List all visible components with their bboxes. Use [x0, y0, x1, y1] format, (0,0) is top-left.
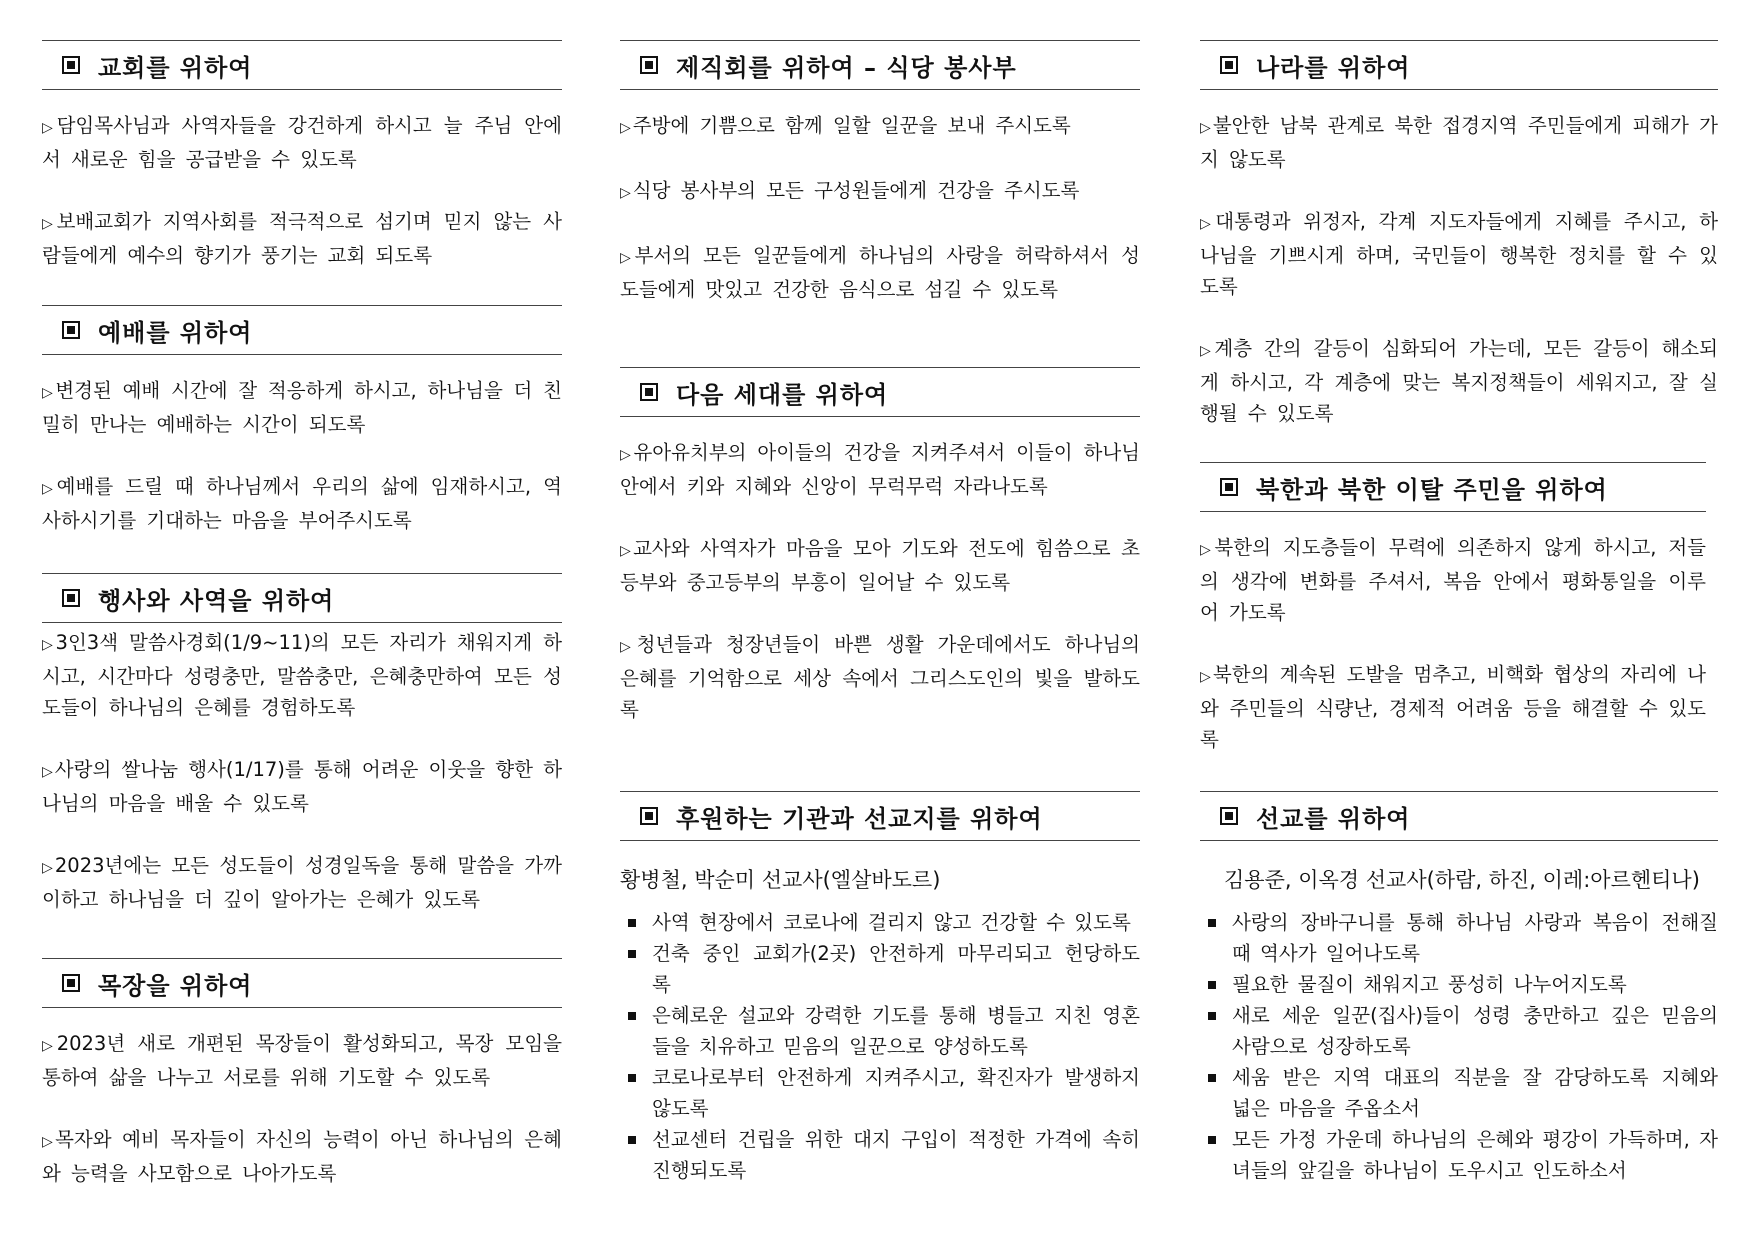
prayer-item-text: 교사와 사역자가 마음을 모아 기도와 전도에 힘씀으로 초등부와 중고등부의 부흥이 일어날 수 있도록 — [620, 537, 1140, 594]
prayer-item — [42, 1124, 562, 1189]
section-title: 행사와 사역을 위하여 — [98, 586, 335, 615]
prayer-item — [1200, 659, 1706, 755]
prayer-item-text: 목자와 예비 목자들이 자신의 능력이 아닌 하나님의 은혜와 능력을 사모함으로 나아가도록 — [42, 1128, 562, 1185]
prayer-item — [620, 240, 1140, 305]
triangle-bullet-icon: ▷ — [620, 447, 632, 463]
section-mission — [1200, 791, 1718, 1186]
triangle-bullet-icon: ▷ — [1200, 343, 1213, 359]
triangle-bullet-icon: ▷ — [42, 481, 55, 497]
prayer-list-item: 선교센터 건립을 위한 대지 구입이 적정한 가격에 속히 진행되도록 — [620, 1124, 1140, 1186]
square-bullet-icon — [640, 56, 658, 74]
triangle-bullet-icon: ▷ — [1200, 216, 1214, 232]
prayer-list-item: 새로 세운 일꾼(집사)들이 성령 충만하고 깊은 믿음의 사람으로 성장하도록 — [1200, 1000, 1718, 1062]
section-title: 북한과 북한 이탈 주민을 위하여 — [1256, 475, 1608, 504]
triangle-bullet-icon: ▷ — [620, 543, 632, 559]
prayer-item-text: 예배를 드릴 때 하나님께서 우리의 삶에 임재하시고, 역사하시기를 기대하는 마음을 부어주시도록 — [42, 475, 562, 532]
triangle-bullet-icon: ▷ — [620, 120, 631, 136]
prayer-item-text: 보배교회가 지역사회를 적극적으로 섬기며 믿지 않는 사람들에게 예수의 향기가 풍기는 교회 되도록 — [42, 210, 562, 267]
missionary-name: 황병철, 박순미 선교사(엘살바도르) — [620, 868, 941, 892]
triangle-bullet-icon: ▷ — [620, 250, 633, 266]
prayer-item-text: 담임목사님과 사역자들을 강건하게 하시고 늘 주님 안에서 새로운 힘을 공급받을 수 있도록 — [42, 114, 562, 171]
triangle-bullet-icon: ▷ — [42, 860, 53, 876]
section-support — [620, 791, 1140, 1186]
section-header-nk — [1200, 462, 1706, 512]
prayer-item — [42, 375, 562, 440]
prayer-item — [1200, 333, 1718, 429]
prayer-list-item: 사랑의 장바구니를 통해 하나님 사랑과 복음이 전해질 때 역사가 일어나도록 — [1200, 907, 1718, 969]
section-header-church — [42, 40, 562, 90]
prayer-item — [42, 627, 562, 723]
prayer-item — [42, 471, 562, 536]
section-header-nation — [1200, 40, 1718, 90]
section-title: 나라를 위하여 — [1256, 53, 1411, 82]
triangle-bullet-icon: ▷ — [42, 120, 55, 136]
prayer-list-item: 은혜로운 설교와 강력한 기도를 통해 병들고 지친 영혼들을 치유하고 믿음의 일꾼으로 양성하도록 — [620, 1000, 1140, 1062]
section-header-cell — [42, 958, 562, 1008]
section-nextgen — [620, 367, 1140, 756]
section-title: 선교를 위하여 — [1256, 804, 1411, 833]
prayer-item-text: 청년들과 청장년들이 바쁜 생활 가운데에서도 하나님의 은혜를 기억함으로 세상 속에서 그리스도인의 빛을 발하도록 — [620, 633, 1140, 721]
prayer-item-text: 2023년에는 모든 성도들이 성경일독을 통해 말씀을 가까이하고 하나님을 더 깊이 알아가는 은혜가 있도록 — [42, 854, 562, 911]
section-nation — [1200, 40, 1718, 460]
prayer-item-text: 변경된 예배 시간에 잘 적응하게 하시고, 하나님을 더 친밀히 만나는 예배하는 시간이 되도록 — [42, 379, 562, 436]
prayer-item-text: 북한의 지도층들이 무력에 의존하지 않게 하시고, 저들의 생각에 변화를 주셔서, 복음 안에서 평화통일을 이루어 가도록 — [1200, 536, 1706, 624]
prayer-item-text: 2023년 새로 개편된 목장들이 활성화되고, 목장 모임을 통하여 삶을 나누고 서로를 위해 기도할 수 있도록 — [42, 1032, 562, 1089]
section-deacons — [620, 40, 1140, 336]
section-title: 후원하는 기관과 선교지를 위하여 — [676, 804, 1043, 833]
square-bullet-icon — [1220, 807, 1238, 825]
prayer-item — [620, 437, 1140, 502]
prayer-list-item: 사역 현장에서 코로나에 걸리지 않고 건강할 수 있도록 — [620, 907, 1140, 938]
triangle-bullet-icon: ▷ — [42, 1038, 55, 1054]
prayer-item-text: 유아유치부의 아이들의 건강을 지켜주셔서 이들이 하나님 안에서 키와 지혜와 신앙이 무럭무럭 자라나도록 — [620, 441, 1140, 498]
triangle-bullet-icon: ▷ — [42, 385, 54, 401]
prayer-list-item: 모든 가정 가운데 하나님의 은혜와 평강이 가득하며, 자녀들의 앞길을 하나님이 도우시고 인도하소서 — [1200, 1124, 1718, 1186]
section-header-events — [42, 573, 562, 623]
prayer-item — [620, 175, 1140, 209]
prayer-list-item: 코로나로부터 안전하게 지켜주시고, 확진자가 발생하지 않도록 — [620, 1062, 1140, 1124]
section-header-deacons — [620, 40, 1140, 90]
section-nk — [1200, 462, 1706, 786]
prayer-item — [1200, 532, 1706, 628]
section-title: 제직회를 위하여 – 식당 봉사부 — [676, 53, 1017, 82]
prayer-item — [1200, 206, 1718, 302]
prayer-item — [1200, 110, 1718, 175]
section-title: 교회를 위하여 — [98, 53, 253, 82]
prayer-item — [620, 533, 1140, 598]
prayer-list-item: 건축 중인 교회가(2곳) 안전하게 마무리되고 헌당하도록 — [620, 938, 1140, 1000]
section-header-nextgen — [620, 367, 1140, 417]
prayer-item-text: 식당 봉사부의 모든 구성원들에게 건강을 주시도록 — [632, 179, 1080, 202]
section-header-mission — [1200, 791, 1718, 841]
prayer-item — [42, 206, 562, 271]
missionary-name: 김용준, 이옥경 선교사(하람, 하진, 이레:아르헨티나) — [1224, 868, 1700, 892]
triangle-bullet-icon: ▷ — [42, 1134, 54, 1150]
square-bullet-icon — [640, 383, 658, 401]
section-cell — [42, 958, 562, 1220]
square-bullet-icon — [640, 807, 658, 825]
square-bullet-icon — [1220, 478, 1238, 496]
section-events — [42, 573, 562, 946]
prayer-item — [620, 629, 1140, 725]
square-bullet-icon — [1220, 56, 1238, 74]
triangle-bullet-icon: ▷ — [620, 185, 631, 201]
section-church — [42, 40, 562, 302]
prayer-item — [620, 110, 1140, 144]
triangle-bullet-icon: ▷ — [1200, 120, 1211, 136]
prayer-list — [1200, 907, 1718, 1186]
prayer-item — [42, 850, 562, 915]
square-bullet-icon — [62, 321, 80, 339]
prayer-item-text: 대통령과 위정자, 각계 지도자들에게 지혜를 주시고, 하나님을 기쁘시게 하며, 국민들이 행복한 정치를 할 수 있도록 — [1200, 210, 1718, 298]
triangle-bullet-icon: ▷ — [42, 216, 55, 232]
prayer-item-text: 불안한 남북 관계로 북한 접경지역 주민들에게 피해가 가지 않도록 — [1200, 114, 1718, 171]
prayer-item-text: 계층 간의 갈등이 심화되어 가는데, 모든 갈등이 해소되게 하시고, 각 계층에 맞는 복지정책들이 세워지고, 잘 실행될 수 있도록 — [1200, 337, 1718, 425]
section-title: 예배를 위하여 — [98, 318, 253, 347]
section-title: 다음 세대를 위하여 — [676, 380, 889, 409]
triangle-bullet-icon: ▷ — [42, 637, 54, 653]
section-worship — [42, 305, 562, 567]
square-bullet-icon — [62, 589, 80, 607]
prayer-item — [42, 754, 562, 819]
section-title: 목장을 위하여 — [98, 971, 253, 1000]
triangle-bullet-icon: ▷ — [1200, 669, 1211, 685]
prayer-list-item: 세움 받은 지역 대표의 직분을 잘 감당하도록 지혜와 넓은 마음을 주옵소서 — [1200, 1062, 1718, 1124]
triangle-bullet-icon: ▷ — [42, 764, 53, 780]
section-header-support — [620, 791, 1140, 841]
prayer-item-text: 주방에 기쁨으로 함께 일할 일꾼을 보내 주시도록 — [632, 114, 1071, 137]
prayer-item-text: 3인3색 말씀사경회(1/9~11)의 모든 자리가 채워지게 하시고, 시간마다 성령충만, 말씀충만, 은혜충만하여 모든 성도들이 하나님의 은혜를 경험하도록 — [42, 631, 562, 719]
prayer-item-text: 북한의 계속된 도발을 멈추고, 비핵화 협상의 자리에 나와 주민들의 식량난, 경제적 어려움 등을 해결할 수 있도록 — [1200, 663, 1706, 751]
prayer-list — [620, 907, 1140, 1186]
prayer-item — [42, 110, 562, 175]
section-header-worship — [42, 305, 562, 355]
prayer-item-text: 부서의 모든 일꾼들에게 하나님의 사랑을 허락하셔서 성도들에게 맛있고 건강한 음식으로 섬길 수 있도록 — [620, 244, 1140, 301]
triangle-bullet-icon: ▷ — [620, 639, 635, 655]
triangle-bullet-icon: ▷ — [1200, 542, 1213, 558]
prayer-list-item: 필요한 물질이 채워지고 풍성히 나누어지도록 — [1200, 969, 1718, 1000]
square-bullet-icon — [62, 974, 80, 992]
square-bullet-icon — [62, 56, 80, 74]
prayer-item-text: 사랑의 쌀나눔 행사(1/17)를 통해 어려운 이웃을 향한 하나님의 마음을 배울 수 있도록 — [42, 758, 562, 815]
prayer-item — [42, 1028, 562, 1093]
